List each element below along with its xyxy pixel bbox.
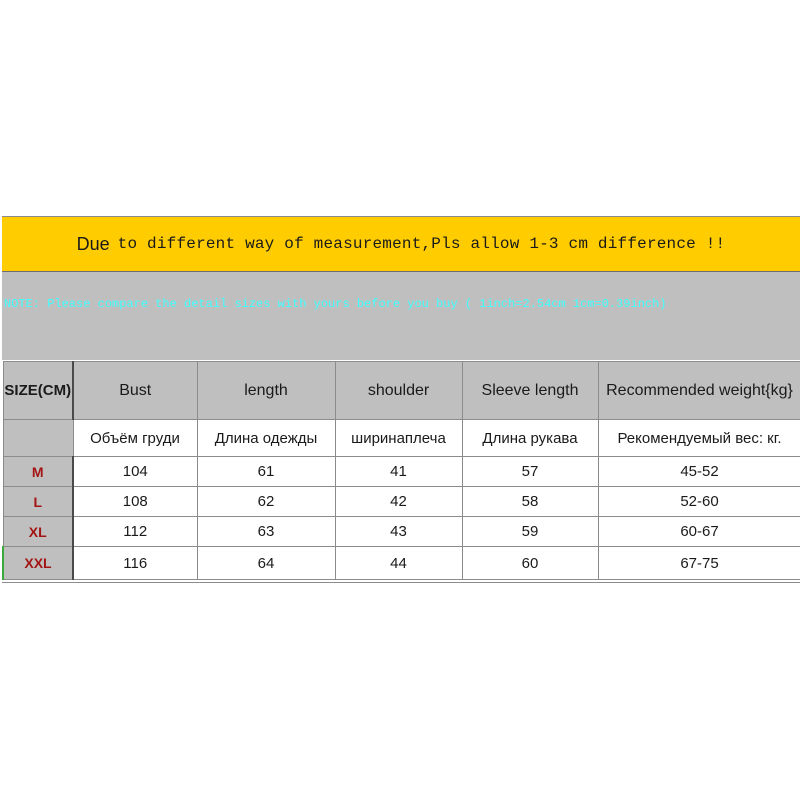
sleeve-value: 57 (462, 457, 598, 487)
notice-banner (2, 217, 800, 272)
shoulder-value: 42 (335, 487, 462, 517)
notice-lead: Due (76, 233, 110, 254)
bust-value: 112 (73, 517, 197, 547)
sleeve-value: 58 (462, 487, 598, 517)
shoulder-column-header-ru: ширинаплеча (335, 420, 462, 457)
size-chart (2, 216, 800, 585)
size-label: L (3, 487, 73, 517)
weight-value: 67-75 (598, 547, 800, 580)
size-label: XL (3, 517, 73, 547)
weight-column-header-ru: Рекомендуемый вес: кг. (598, 420, 800, 457)
size-table (2, 361, 800, 580)
shoulder-value: 41 (335, 457, 462, 487)
bust-value: 108 (73, 487, 197, 517)
table-bottom-border (2, 582, 800, 586)
notice-text: to different way of measurement,Pls allow 1-3 cm difference !! (117, 235, 726, 253)
table-row (3, 487, 800, 517)
header-row-ru (3, 420, 800, 457)
table-row (3, 547, 800, 580)
shoulder-column-header: shoulder (335, 362, 462, 420)
bust-value: 116 (73, 547, 197, 580)
sleeve-value: 60 (462, 547, 598, 580)
length-column-header: length (197, 362, 335, 420)
shoulder-value: 44 (335, 547, 462, 580)
weight-column-header: Recommended weight{kg} (598, 362, 800, 420)
note-banner (2, 272, 800, 360)
size-column-header-ru (3, 420, 73, 457)
table-row (3, 517, 800, 547)
note-text: NOTE: Please compare the detail sizes with yours before you buy ( 1inch=2.54cm 1cm=0.39inch) (4, 297, 667, 311)
bust-column-header: Bust (73, 362, 197, 420)
weight-value: 52-60 (598, 487, 800, 517)
weight-value: 60-67 (598, 517, 800, 547)
length-column-header-ru: Длина одежды (197, 420, 335, 457)
header-row (3, 362, 800, 420)
length-value: 61 (197, 457, 335, 487)
weight-value: 45-52 (598, 457, 800, 487)
length-value: 63 (197, 517, 335, 547)
size-label: M (3, 457, 73, 487)
shoulder-value: 43 (335, 517, 462, 547)
sleeve-column-header: Sleeve length (462, 362, 598, 420)
sleeve-value: 59 (462, 517, 598, 547)
size-column-header: SIZE(CM) (3, 362, 73, 420)
bust-value: 104 (73, 457, 197, 487)
length-value: 62 (197, 487, 335, 517)
bust-column-header-ru: Объём груди (73, 420, 197, 457)
length-value: 64 (197, 547, 335, 580)
size-label: XXL (3, 547, 73, 580)
sleeve-column-header-ru: Длина рукава (462, 420, 598, 457)
table-row (3, 457, 800, 487)
